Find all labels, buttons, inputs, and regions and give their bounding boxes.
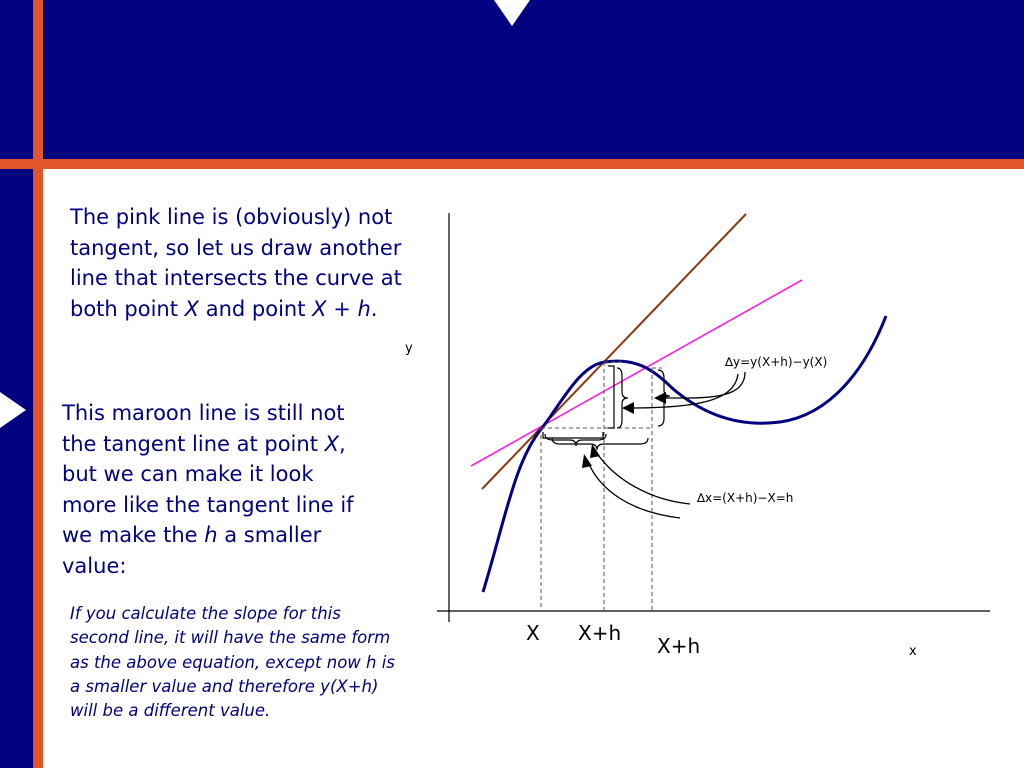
p1-text-a: The pink line is (obviously) not tangent, so let us draw another line that intersects the curve at both point <box>70 205 402 321</box>
tick-label-xh-near: X+h <box>578 621 622 645</box>
explanation-paragraph-3: If you calculate the slope for this second line, it will have the same form as the above equation, except now h is a smaller value and therefore y(X+h) will be a different value. <box>70 604 395 721</box>
delta-y-arrow-near <box>630 374 738 408</box>
pink-secant-line <box>471 280 802 466</box>
maroon-secant-line <box>482 214 746 489</box>
x-axis-label: x <box>909 644 917 659</box>
p2-text-c: a smaller value: <box>62 523 322 578</box>
delta-x-arrow-lower <box>588 462 680 518</box>
p1-text-b: and point <box>199 296 313 321</box>
p1-var-h: h <box>357 296 371 321</box>
delta-y-arrow-far <box>662 372 745 398</box>
delta-x-arrow-upper <box>596 452 690 504</box>
delta-y-bracket-near <box>608 366 614 428</box>
p1-var-x: X <box>184 296 200 321</box>
delta-y-arrowhead-near <box>622 402 634 414</box>
p2-var-h: h <box>204 523 218 547</box>
delta-y-arrowhead-far <box>654 392 666 404</box>
p2-var-x: X <box>324 431 339 456</box>
delta-x-label: ∆x=(X+h)−X=h <box>697 491 794 505</box>
delta-y-brace-near <box>617 368 628 428</box>
p1-text-c: + <box>326 296 358 321</box>
delta-x-bracket <box>543 432 603 438</box>
p2-text-b: , but we can make it look more like the tangent line if we make the <box>62 431 354 547</box>
tick-label-x: X <box>526 621 540 645</box>
y-axis-label: y <box>405 341 413 356</box>
p1-var-x2: X <box>312 296 327 321</box>
p1-text-d: . <box>370 296 378 321</box>
tick-label-xh-far: X+h <box>657 634 701 658</box>
delta-y-label: ∆y=y(X+h)−y(X) <box>725 355 828 369</box>
p2-text-a: This maroon line is still not the tangent line at point <box>62 401 345 456</box>
